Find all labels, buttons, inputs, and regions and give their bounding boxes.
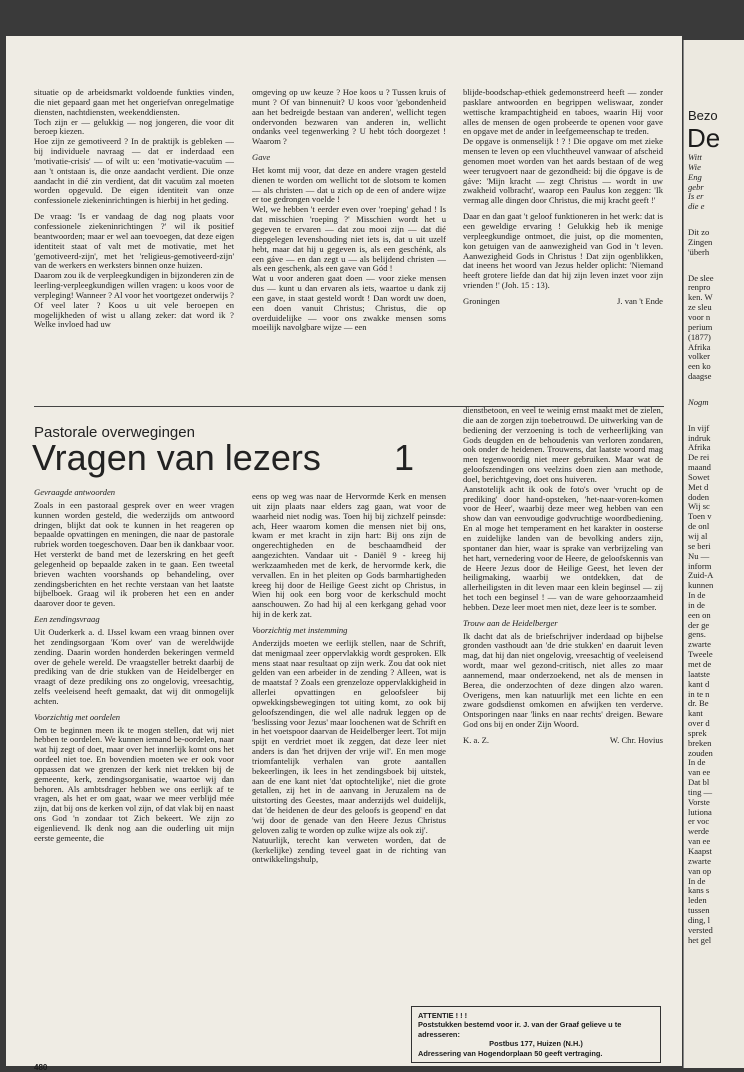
line: gens.: [688, 629, 706, 640]
subheading: Trouw aan de Heidelberger: [463, 617, 558, 628]
line: se beri: [688, 540, 711, 551]
line: van ee: [688, 767, 711, 778]
signature-initials: K. a. Z.: [463, 735, 490, 745]
top-column-2: [252, 88, 446, 339]
line: de onl: [688, 521, 710, 532]
next-page-kicker: Bezo: [688, 108, 718, 123]
line: een on: [688, 609, 711, 620]
line: een ko: [688, 361, 711, 372]
top-column-1: [34, 88, 234, 336]
line: In de: [688, 875, 706, 886]
paragraph: omgeving op uw keuze ? Hoe koos u ? Tussen kruis of munt ? Of van binnenuit? U koos voor 'gebondenheid aan het bedreigde bestaan van anderen', wellicht tegen ondervonden bezwaren van anderen in, wellicht ondanks veel tegenwerking ? U hebt tóch doorgezet ! Waarom ?: [252, 87, 446, 147]
line: van op: [688, 865, 712, 876]
subheading-gave: Gave: [252, 152, 271, 163]
line: leden: [688, 895, 707, 906]
line: De slee: [688, 272, 714, 283]
line: dr. Be: [688, 698, 709, 709]
notice-line: Adressering van Hogendorplaan 50 geeft vertraging.: [418, 1048, 603, 1058]
article-title: Vragen van lezers: [32, 437, 321, 478]
line: Sowet: [688, 471, 710, 482]
line: Nu —: [688, 550, 710, 561]
author-signature: [463, 297, 663, 307]
line: zwarte: [688, 639, 711, 650]
line: over d: [688, 718, 710, 729]
line: in de: [688, 599, 705, 610]
subheading: Voorzichtig met instemming: [252, 624, 348, 635]
paragraph: dienstbetoon, en veel te weinig ernst maakt met de zielen, die aan de zorgen zijn toebetrouwd. De uitwerking van de bediening der verzoening is toch de verheerlijking van Gods deugden en de behoudenis van verloren zondaren, ook onder de heidenen. Trouwens, dat laatste woord mag men tegenwoordig niet meer gebruiken. Maar wat de geloofszendingen ons veelzins doen zien aan methode, doel, berichtgeving, doet ons huiveren. Aanstotelijk acht ik ook de foto's over 'vrucht op de prediking' door hand-opsteken, 'het-naar-voren-komen voor de Heer', waarbij deze meer weg hebben van een show dan van eenvoudige godvruchtige woordbediening. En al moge het temperament en het karakter in oosterse en zuidelijke landen van de bevolking anders zijn, spontaner dan hier, waar is sprake van verbrijzeling van het hart, vernedering voor de Heere, de geloofskennis van de Heere Jezus door de Heilige Geest, het leven der heiligmaking, waarbij we ontdekken, dat de allerheiligsten in dit leven maar een klein beginsel — zij het toch een beginsel ! — van de ware gehoorzaamheid hebben. Deze leer moet men niet, deze leer is te somber.: [463, 405, 663, 612]
next-page-edge: [683, 40, 744, 1068]
line: zouden: [688, 747, 713, 758]
line: ting —: [688, 786, 713, 797]
subheading: Een zendingsvraag: [34, 614, 100, 625]
line: inform: [688, 560, 712, 571]
line: tussen: [688, 905, 710, 916]
line: volker: [688, 351, 710, 362]
line: renpro: [688, 282, 711, 293]
line: lutiona: [688, 806, 712, 817]
line: kant: [688, 708, 703, 719]
line: ding, l: [688, 914, 710, 925]
next-page-lines-c: [688, 424, 744, 946]
line: In de: [688, 590, 706, 601]
author-signature: [463, 736, 663, 746]
line: er voc: [688, 816, 710, 827]
line: wij al: [688, 531, 708, 541]
line: laatste: [688, 668, 710, 679]
line: werde: [688, 826, 709, 837]
line: 'überh: [688, 246, 710, 257]
paragraph: Het komt mij voor, dat deze en andere vragen gesteld dienen te worden om wellicht tot de slotsom te komen — als christen — dat u zich op de een of andere wijze er toe gedrongen voelde ! Wel, we hebben 't eerder even over 'roeping' gehad ! Is dat misschien 'roeping ?' Misschien wordt het u gegeven te ervaren — dat zou mooi zijn — dat dié diepgelegen levenshouding niet iets is, dat u uit uzelf hebt, maar dat hij u gegeven is, als een geschénk, als een gáve — en dan zegt u — als belijdend christen — als een geschenk, als een gave van Gód ! Wat u voor anderen gaat doen — voor zieke mensen dus — kunt u dan ervaren als iets, waartoe u dank zij een gave, in staat gesteld wordt ! Dan wordt uw doen, een doen vanuit Christus; Christus, die op overduidelijke — voor ons zwakke mensen soms moeilijk navolgbare wijze — een: [252, 164, 446, 333]
line: breken: [688, 737, 712, 748]
next-page-text: [688, 153, 744, 945]
attention-notice-box: [411, 1006, 661, 1063]
line: die e: [688, 201, 705, 212]
line: Zuid-A: [688, 570, 714, 581]
notice-line: Poststukken bestemd voor ir. J. van der Graaf gelieve u te adresseren:: [418, 1020, 622, 1039]
line: Eng: [688, 171, 702, 182]
line: doden: [688, 491, 710, 502]
notice-title: ATTENTIE ! ! !: [418, 1011, 468, 1020]
line: indruk: [688, 432, 711, 443]
line: Dit zo: [688, 227, 710, 238]
next-page-title: De: [687, 123, 721, 153]
line: Witt: [688, 152, 702, 162]
signature-author: J. van 't Ende: [617, 295, 663, 306]
signature-author: W. Chr. Hovius: [609, 735, 663, 745]
paragraph: eens op weg was naar de Hervormde Kerk en mensen uit zijn plaats naar elders zag gaan, wat voor de waarheid niet nodig was. Toen hij bij zichzelf peinsde: ach, Heer waarom komen die mensen niet bij ons, kwam er met kracht in zijn hart: Bij ons zijn de ongerechtigheden en de beschaamdheid der aangezichten. Vandaar uit - Daniël 9 - kreeg hij werkzaamheden met de kerk, de hervormde kerk, die vervallen. En in het pleiten op Gods barmhartigheden kreeg hij door de Heilige Geest zicht op Christus, in Wien hij ook een borg voor de kerkschuld mocht aanschouwen. Zo had hij al een kerkgang gehad voor hij in de kerk zat.: [252, 491, 446, 620]
line: Nogm: [688, 396, 709, 407]
line: gebr: [688, 181, 704, 192]
paragraph: blijde-boodschap-ethiek gedemonstreerd heeft — zonder pasklare antwoorden en begrippen weliswaar, zonder wettische krampachtigheid en taboes, waarin Hij voor alles de mensen de ogen probeerde te openen voor gave en opgave met de ander in leefgemeenschap te treden. De opgave is onmenselijk ! ? ! Die opgave om met zieke mensen te leven op een vluchtheuvel vanwaar of afscheid genomen moet worden van het aards bestaan of de weg weer terugvoert naar de gezondheid: bij die ópgave is de gáve: 'Mijn kracht — zegt Christus — wordt in uw zwakheid volbracht', waarop een Paulus kon zeggen: 'Ik vermag alle dingen door Christus, die mij kracht geeft !': [463, 87, 663, 206]
subheading: Voorzichtig met oordelen: [34, 711, 121, 722]
line: met de: [688, 658, 712, 669]
line: Dat bl: [688, 777, 710, 788]
line: maand: [688, 462, 711, 473]
line: (1877): [688, 331, 711, 342]
line: daagse: [688, 371, 712, 382]
line: Tweele: [688, 649, 713, 660]
line: Wij sc: [688, 501, 710, 512]
line: voor n: [688, 311, 711, 322]
line: van ee: [688, 836, 711, 847]
page-number: 480: [34, 1063, 48, 1072]
line: Zingen: [688, 236, 713, 247]
paragraph: Zoals in een pastoraal gesprek over en weer vragen kunnen worden gesteld, die wederzijds om antwoord dringen, blijkt dat ook te kunnen in het reageren op bepaalde opvattingen en meningen, die naar de pastorale rubriek worden toegeschoven. Daar ben ik dankbaar voor. Het versterkt de band met de lezerskring en het geeft gelegenheid op bepaalde zaken in te gaan. Een tweetal brieven wachten voorshands op behandeling, over zendingsberichten en het rechte verstaan van het laatste bijbelboek. Graag wil ik proberen het een en ander daarover door te geven.: [34, 499, 234, 609]
paragraph: Anderzijds moeten we eerlijk stellen, naar de Schrift, dat menigmaal zeer oppervlakkig wordt gesproken. Elk mens staat naar resultaat op zijn werk. Zou dat ook niet gelden van een arbeider in de zending ? Alleen, wat is de maatstaf ? Zoals een grenzeloze oppervlakkigheid in allerlei opvattingen en geloofsleer bij opwekkingsbewegingen tot uiting komt, zo ook bij geloofszendingen, die wel alle nadruk leggen op de 'beslissing voor Jezus' maar loochenen wat de Schrift en in het voetspoor daarvan de Heidelberger leert. Tot mijn spijt en verdriet moet ik zeggen, dat deze leer niet anders is dan 'het drijven der vrije wil'. En men moge triomfantelijk verhalen van grote aantallen bekeerlingen, ik lees in het zendingsboek bij uitstek, aan de ene kant niet 'dat optochtelijke', niet die grote getallen, zij het in de aanvang in Jeruzalem na de uitstorting des Geestes, maar anderzijds wel duidelijk, dat 'de heidenen de deur des geloofs is geopend' en dat 'wij door de genade van den Heere Jezus Christus geloven zalig te worden op zulke wijze als ook zij'. Natuurlijk, terecht kan verweten worden, dat de (kerkelijke) zending teveel gaat in de richting van ontwikkelingshulp,: [252, 637, 446, 865]
line: perium: [688, 321, 713, 332]
line: Afrika: [688, 341, 711, 352]
line: in te n: [688, 688, 710, 699]
line: Toen v: [688, 511, 712, 522]
paragraph: Daar en dan gaat 't geloof funktioneren in het werk: dat is een geweldige ervaring ! Gelukkig heb ik menige verpleegkundige ontmoet, die juist, op die momenten, kon getuigen van de aanwezigheid van God in 't leven. Aanwezigheid Gods in Christus ! Dat zijn ogenblikken, dat ineens het woord van Jezus helder oplicht: 'Niemand heeft grotere liefde dan dat hij zijn leven inzet voor zijn vrienden !' (Joh. 15 : 13).: [463, 211, 663, 291]
line: kunnen: [688, 580, 714, 591]
line: kant d: [688, 678, 710, 689]
line: Kaapst: [688, 846, 712, 856]
line: Afrika: [688, 442, 711, 453]
paragraph: De vraag: 'Is er vandaag de dag nog plaats voor confessionele ziekeninrichtingen ?' wil ik positief beantwoorden; maar er wel aan toevoegen, dat deze eigen identiteit staat of valt met de motivatie, met het 'gemotiveerd-zijn', met het 'religieus-gemotiveerd-zijn' van de werkers en werksters binnen onze huizen. Daarom zou ik de verpleegkundigen in bijzonderen zin de leerling-verpleegkundigen willen vragen: u koos voor de verpleging! Wanneer ? Al voor het voortgezet onderwijs ? Of veel later ? Koos u uit vele beroepen en mogelijkheden of wist u allang zeker: dat word ik ? Welke invloed had uw: [34, 211, 234, 330]
line: sprek: [688, 727, 707, 738]
article-part-number: 1: [394, 437, 415, 478]
article-column-1: [34, 488, 234, 850]
subheading: Gevraagde antwoorden: [34, 487, 116, 497]
line: Vorste: [688, 796, 710, 807]
line: het gel: [688, 934, 712, 945]
article-column-3: [463, 406, 663, 746]
line: ken. W: [688, 292, 713, 303]
signature-place: Groningen: [463, 295, 500, 306]
paragraph: Uit Ouderkerk a. d. IJssel kwam een vraag binnen over het zendingsorgaan 'Kom over' van de wereldwijde zending. Daarin worden honderden bekeringen vermeld over de gehele wereld. De vraagsteller betrekt daarbij de prediking van de drie stukken van de Heidelberger en vraagt of deze prediking ons zo ongelovig, vreesachtig, zelfs veeleisend heeft gemaakt, dat wij dit onmogelijk achten.: [34, 626, 234, 706]
line: versted: [688, 924, 713, 935]
line: der ge: [688, 619, 710, 630]
line: De rei: [688, 452, 710, 463]
line: In de: [688, 757, 706, 768]
line: In vijf: [688, 422, 710, 433]
line: zwarte: [688, 855, 711, 866]
line: Wie: [688, 161, 701, 172]
article-column-2: [252, 492, 446, 871]
line: Met d: [688, 481, 709, 492]
notice-address: Postbus 177, Huizen (N.H.): [489, 1039, 583, 1049]
top-column-3: [463, 88, 663, 307]
paragraph: Om te beginnen meen ik te mogen stellen, dat wij niet hebben te oordelen. We kunnen iemand be-oordelen, naar wat hij zegt of doet, maar over het innerlijk komt ons het oordeel niet toe. En bovendien moeten we er ook voor oppassen dat we grenzen der kerk niet trekken bij de gemeente, kerk, zendingsorganisatie, waartoe wij dan behoren. Als ambtsdrager hebben we ons eerlijk af te vragen, als het er om gaat, waar we meer verblijd mée zijn, dat bij ons de kerken vol zijn, of dat vlak bij en naast ons God 'n zondaar tot Zich bekeert. We zijn zo eigenlievend. Ik denk nog aan die ouderling uit mijn eerste gemeente, die: [34, 724, 234, 843]
line: kans s: [688, 885, 710, 896]
paragraph: situatie op de arbeidsmarkt voldoende funkties vinden, die niet gepaard gaan met het ongeriefvan onregelmatige diensten, nachtdiensten, weekenddiensten. Toch zijn er — gelukkig — nog jongeren, die voor dit beroep kiezen. Hoe zijn ze gemotiveerd ? In de praktijk is gebleken — bij individuele navraag — dat er inderdaad een 'motivatie-crisis' — of wilt u: een 'motivatie-vacuüm — aan 't ontstaan is, die onze aandacht verdient. Die onze aandacht in dié zin verdient, dat dit vacuüm zal moeten worden opgevuld. De eigen identiteit van onze confessionele ziekeninrichtingen is hierbij in het geding.: [34, 87, 234, 206]
paragraph: Ik dacht dat als de briefschrijver inderdaad op bijbelse gronden vasthoudt aan 'de drie stukken' en daaruit leven mag, dat hij dan niet ongelovig, vreesachtig of veeleisend wordt, maar wel gezond-critisch, niet alles zo maar aannemend, maar onderzoekend, net als de mensen in Berea, die onderzochten of deze dingen alzo waren. Overigens, men kan natuurlijk met een lichte en een zware godsdienst omkomen en afwijken ten verderve. Ontsporingen naar 'links en naar rechts' dreigen. Beware God ons bij en onder Zijn Woord.: [463, 630, 663, 730]
line: Is er: [688, 191, 704, 202]
article-kicker: Pastorale overwegingen: [34, 424, 195, 441]
magazine-page: [6, 36, 682, 1072]
line: ze sleu: [688, 302, 712, 313]
